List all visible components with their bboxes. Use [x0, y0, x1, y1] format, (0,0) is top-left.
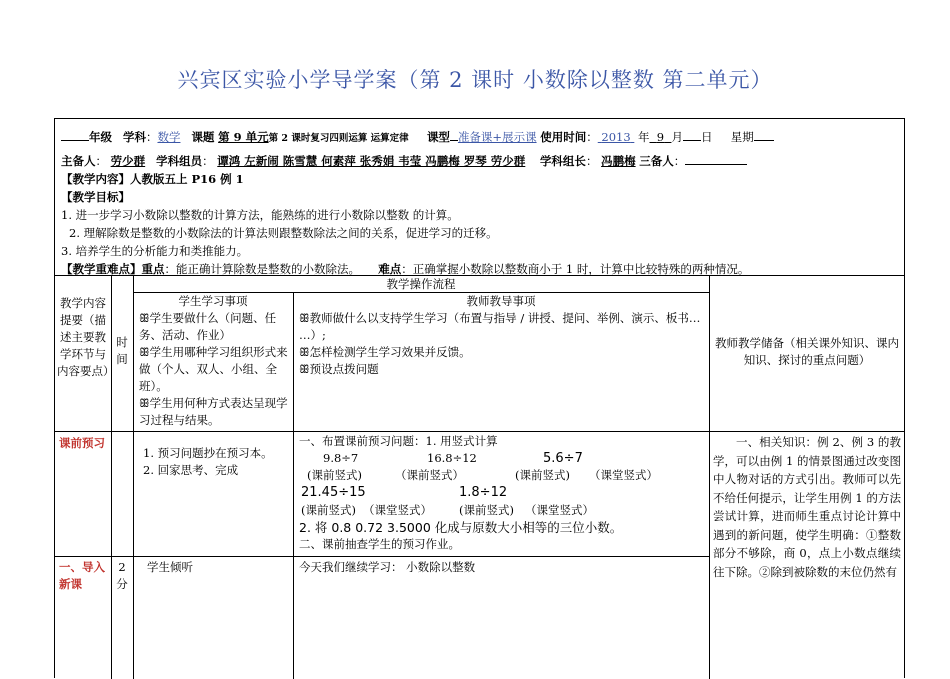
- student-item: ꕥ学生用哪种学习组织形式来做（个人、双人、小组、全班）。: [139, 345, 288, 393]
- page-title: 兴宾区实验小学导学案（第 2 课时 小数除以整数 第二单元）: [177, 68, 773, 92]
- row1-teacher: [299, 433, 707, 553]
- teacher-item: ꕥ怎样检测学生学习效果并反馈。: [299, 345, 471, 359]
- col-divider-4: [709, 275, 710, 679]
- student-items: [139, 310, 291, 429]
- goal-2: 2. 理解除数是整数的小数除法的计算法则跟整数除法之间的关系，促进学习的迁移。: [69, 226, 498, 240]
- stage-preview: 课前预习: [59, 436, 105, 450]
- calc-2: 16.8÷12: [427, 451, 477, 465]
- row2-teacher: 今天我们继续学习： 小数除以整数: [299, 560, 476, 574]
- key-points: 【教学重难点】重点：能正确计算除数是整数的小数除法。 难点：正确掌握小数除以整数商小于 1 时，计算中比较特殊的两种情况。: [61, 262, 750, 276]
- row1-teacher-line1: 一、布置课前预习问题：1. 用竖式计算: [299, 434, 498, 448]
- row1-teacher-line3: 二、课前抽查学生的预习作业。: [299, 537, 460, 551]
- vertical-label: （课堂竖式）: [589, 468, 658, 482]
- calc-3: 5.6÷7: [543, 451, 583, 466]
- row2-top-line: [55, 556, 709, 557]
- process-header: 教学操作流程: [386, 277, 456, 291]
- vertical-label: （课堂竖式）: [525, 503, 594, 517]
- teacher-item: ꕥ教师做什么以支持学生学习（布置与指导 / 讲授、提问、举例、演示、板书… …）;: [299, 311, 701, 342]
- vertical-label: （课堂竖式）: [363, 503, 432, 517]
- header-line-2: 主备人： 劳少群 学科组员： 谭鸿 左新闹 陈雪慧 何素萍 张秀娟 韦莹 冯鹏梅 罗琴 劳少群 学科组长： 冯鹏梅 三备人：: [61, 153, 747, 169]
- col-divider-3: [293, 292, 294, 679]
- teacher-header: 教师教导事项: [466, 294, 536, 308]
- row2-time: 2 分: [116, 560, 128, 591]
- vertical-label: (课前竖式): [459, 503, 514, 517]
- reserve-header: 教师教学储备（相关课外知识、课内知识、探讨的重点问题）: [715, 336, 899, 367]
- calc-5: 1.8÷12: [459, 485, 508, 500]
- goal-3: 3. 培养学生的分析能力和类推能力。: [61, 244, 249, 258]
- goal-1: 1. 进一步学习小数除以整数的计算方法，能熟练的进行小数除以整数 的计算。: [61, 208, 459, 222]
- col1-header: 教学内容提要（描述主要教学环节与内容要点）: [57, 296, 115, 378]
- vertical-label: （课前竖式）: [395, 468, 464, 482]
- row1-top-line: [55, 431, 904, 432]
- teacher-item: ꕥ预设点拨问题: [299, 362, 379, 376]
- row1-student-item: 1. 预习问题抄在预习本。: [143, 446, 273, 460]
- calc-1: 9.8÷7: [323, 451, 359, 465]
- row1-student: [143, 445, 291, 479]
- lesson-plan-frame: [54, 118, 905, 678]
- student-item: ꕥ学生用何种方式表达呈现学习过程与结果。: [139, 396, 288, 427]
- goals-label: 【教学目标】: [61, 190, 130, 204]
- row2-student: 学生倾听: [147, 560, 193, 574]
- teach-content: 【教学内容】人教版五上 P16 例 1: [61, 172, 244, 186]
- vertical-label: (课前竖式): [515, 468, 570, 482]
- col-divider-2: [133, 275, 134, 679]
- student-item: ꕥ学生要做什么（问题、任务、活动、作业）: [139, 311, 277, 342]
- row1-student-item: 2. 回家思考、完成: [143, 463, 239, 477]
- stage-intro: 一、导入新课: [59, 560, 105, 591]
- col-divider-1: [111, 275, 112, 679]
- row1-teacher-line2: 2. 将 0.8 0.72 3.5000 化成与原数大小相等的三位小数。: [299, 520, 623, 535]
- teacher-items: [299, 310, 707, 378]
- student-header: 学生学习事项: [178, 294, 248, 308]
- calc-4: 21.45÷15: [301, 485, 366, 500]
- vertical-label: (课前竖式): [301, 503, 356, 517]
- vertical-label: (课前竖式): [307, 468, 362, 482]
- header-line-1: 年级 学科：数学 课题 第 9 单元第 2 课时复习四则运算 运算定律 课型 准备课+展示课 使用时间： 2013 年 9 月 日 星期: [61, 129, 774, 145]
- col2-header: 时间: [116, 335, 128, 366]
- row1-reserve: 一、相关知识：例 2、例 3 的教学，可以由例 1 的情景图通过改变图中人物对话的方式引出。教师可以先不给任何提示，让学生用例 1 的方法尝试计算，进而师生重点讨论计算中遇到的新问题，使学生明确：①整数部分不够除，商 0，点上小数点继续往下除。②除到被除数的末位仍然有: [713, 435, 901, 579]
